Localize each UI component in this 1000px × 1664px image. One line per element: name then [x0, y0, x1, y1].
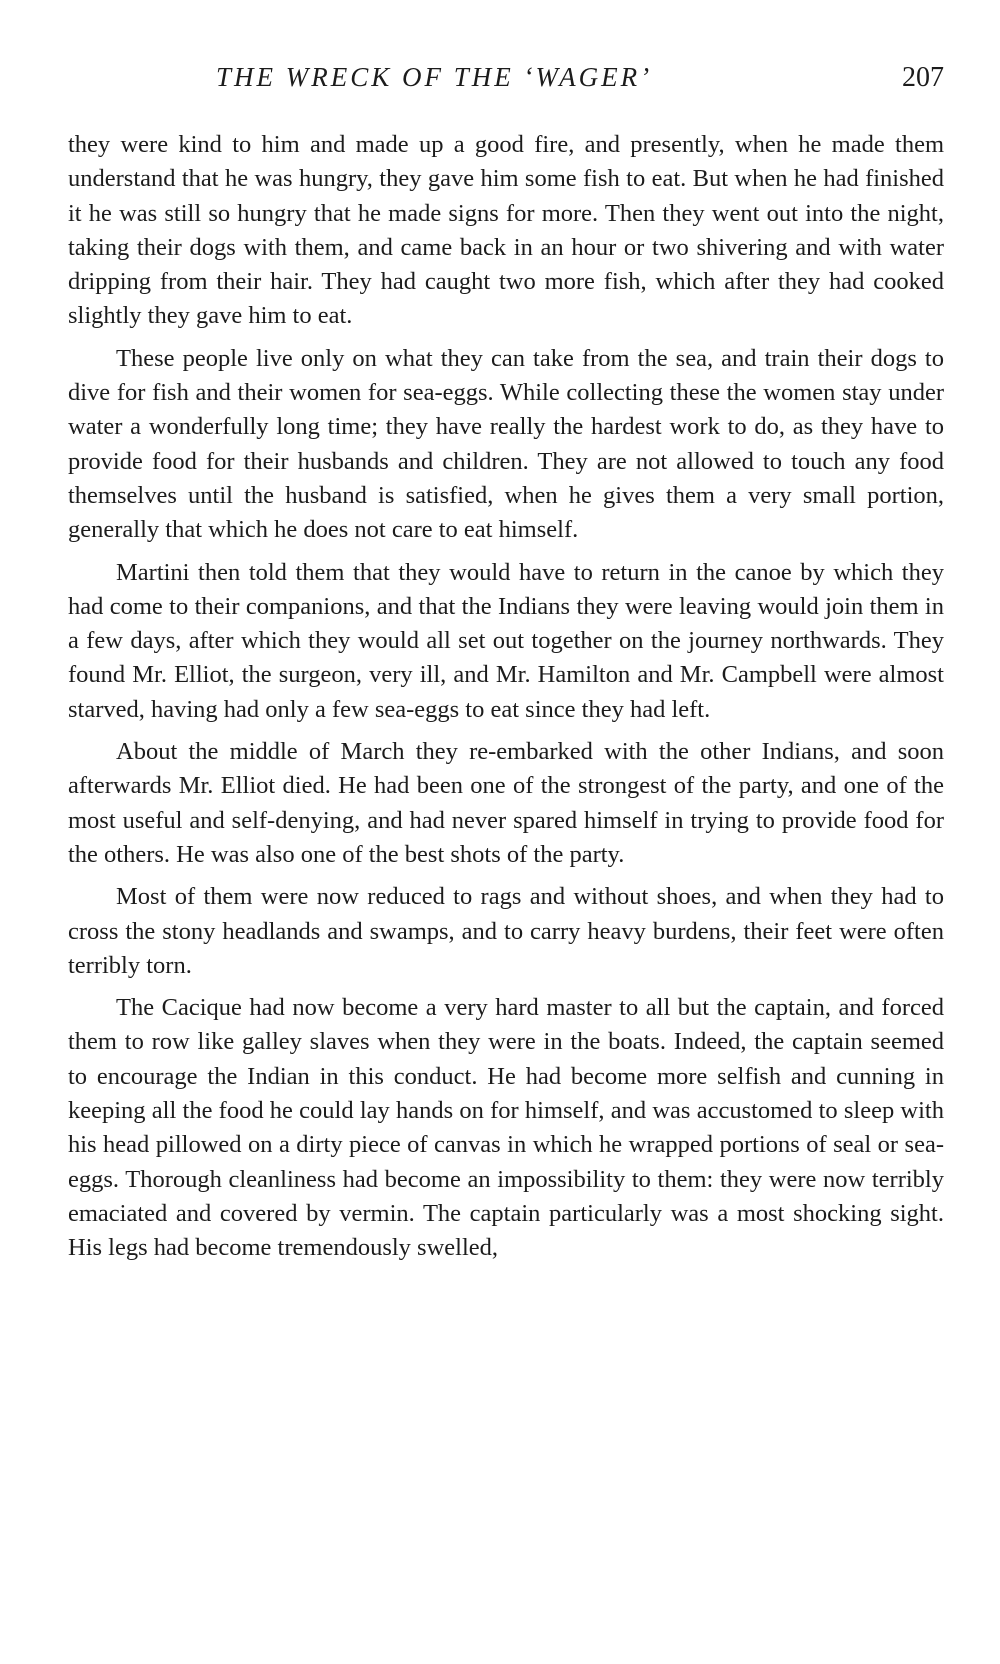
page-number: 207 — [902, 62, 944, 93]
paragraph-6: The Cacique had now become a very hard master to all but the captain, and forced them to row like galley slaves when they were in the boats. Indeed, the captain seemed to encourage the Indian in this conduct. He had become more selfish and cunning in keeping all the food he could lay hands on for himself, and was accustomed to sleep with his head pillowed on a dirty piece of canvas in which he wrapped portions of seal or sea-eggs. Thorough cleanliness had become an impossibility to them: they were now terribly emaciated and covered by vermin. The captain particularly was a most shocking sight. His legs had become tremendously swelled, — [68, 994, 944, 1262]
paragraph-1: they were kind to him and made up a good fire, and presently, when he made them understand that he was hungry, they gave him some fish to eat. But when he had finished it he was still so hungry that he made signs for more. Then they went out into the night, taking their dogs with them, and came back in an hour or two shivering and with water dripping from their hair. They had caught two more fish, which after they had cooked slightly they gave him to eat. — [68, 131, 944, 330]
paragraph-3: Martini then told them that they would have to return in the canoe by which they had come to their companions, and that the Indians they were leaving would join them in a few days, after which they would all set out together on the journey northwards. They found Mr. Elliot, the surgeon, very ill, and Mr. Hamilton and Mr. Campbell were almost starved, having had only a few sea-eggs to eat since they had left. — [68, 558, 944, 723]
paragraph-5: Most of them were now reduced to rags and without shoes, and when they had to cross the stony headlands and swamps, and to carry heavy burdens, their feet were often terribly torn. — [68, 883, 944, 979]
paragraph-4: About the middle of March they re-embarked with the other Indians, and soon afterwards Mr. Elliot died. He had been one of the strongest of the party, and one of the most useful and self-denying, and had never spared himself in trying to provide food for the others. He was also one of the best shots of the party. — [68, 738, 944, 868]
body-text — [68, 128, 944, 1274]
running-head: THE WRECK OF THE ‘WAGER’ — [216, 62, 653, 92]
paragraph-2: These people live only on what they can take from the sea, and train their dogs to dive for fish and their women for sea-eggs. While collecting these the women stay under water a wonderfully long time; they have really the hardest work to do, as they have to provide food for their husbands and children. They are not allowed to touch any food themselves until the husband is satisfied, when he gives them a very small portion, generally that which he does not care to eat himself. — [68, 344, 944, 544]
